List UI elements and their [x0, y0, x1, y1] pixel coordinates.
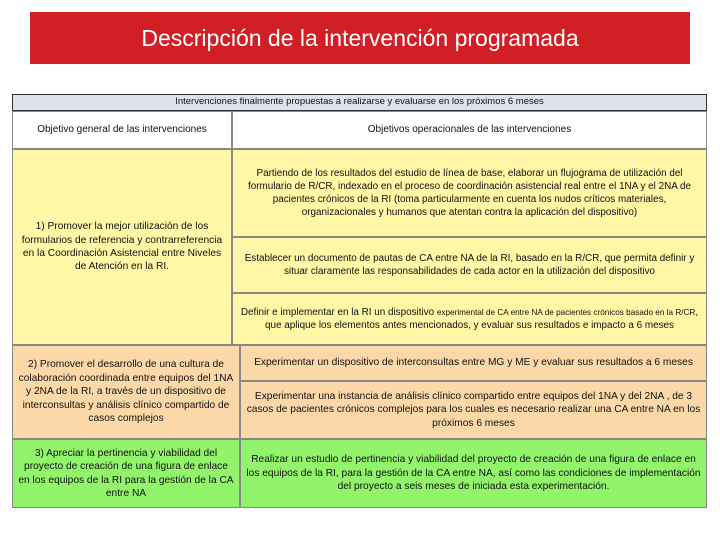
operational-objective-2-1: Experimentar un dispositivo de interconsultas entre MG y ME y evaluar sus resultados a 6 meses — [240, 345, 707, 381]
column-header-operational: Objetivos operacionales de las intervenciones — [232, 111, 707, 149]
operational-objective-1-3 — [232, 293, 707, 345]
general-objective-1: 1) Promover la mejor utilización de los formularios de referencia y contrarreferencia en la Coordinación Asistencial entre Niveles de Atención en la RI. — [12, 149, 232, 345]
operational-objective-1-3-part2: experimental de CA entre NA de pacientes crónicos basado en la R/CR — [436, 307, 696, 317]
column-header-general: Objetivo general de las intervenciones — [12, 111, 232, 149]
operational-objective-3-1: Realizar un estudio de pertinencia y viabilidad del proyecto de creación de una figura de enlace en los equipos de la RI, para la gestión de la CA entre NA, así como las condiciones de implementación del proyecto a seis meses de iniciada esta experimentación. — [240, 439, 707, 508]
operational-objective-1-2: Establecer un documento de pautas de CA entre NA de la RI, basado en la R/CR, que permita definir y situar claramente las responsabilidades de cada actor en la utilización del dispositivo — [232, 237, 707, 293]
table-header: Intervenciones finalmente propuestas a realizarse y evaluarse en los próximos 6 meses — [12, 94, 707, 111]
operational-objective-1-3-part3: , que aplique los elementos antes mencionados, y evaluar sus resultados e impacto a 6 meses — [265, 306, 699, 331]
page-title: Descripción de la intervención programada — [30, 12, 690, 64]
operational-objective-1-1: Partiendo de los resultados del estudio de línea de base, elaborar un flujograma de utilización del formulario de R/CR, indexado en el proceso de coordinación asistencial real entre el 1NA y el 2NA de pacientes crónicos de la RI (toma particularmente en cuenta los nudos críticos materiales, organizacionales y humanos que atentan contra la aplicación del dispositivo) — [232, 149, 707, 237]
general-objective-3: 3) Apreciar la pertinencia y viabilidad del proyecto de creación de una figura de enlace en los equipos de la RI para la gestión de la CA entre NA — [12, 439, 240, 508]
operational-objective-2-2: Experimentar una instancia de análisis clínico compartido entre equipos del 1NA y del 2NA , de 3 casos de pacientes crónicos complejos para los cuales es necesario realizar una CA entre NA en los próximos 6 meses — [240, 381, 707, 439]
general-objective-2: 2) Promover el desarrollo de una cultura de colaboración coordinada entre equipos del 1NA y 2NA de la RI, a través de un dispositivo de interconsultas y análisis clínico compartido de casos complejos — [12, 345, 240, 439]
operational-objective-1-3-part1: Definir e implementar en la RI un dispositivo — [240, 306, 435, 318]
